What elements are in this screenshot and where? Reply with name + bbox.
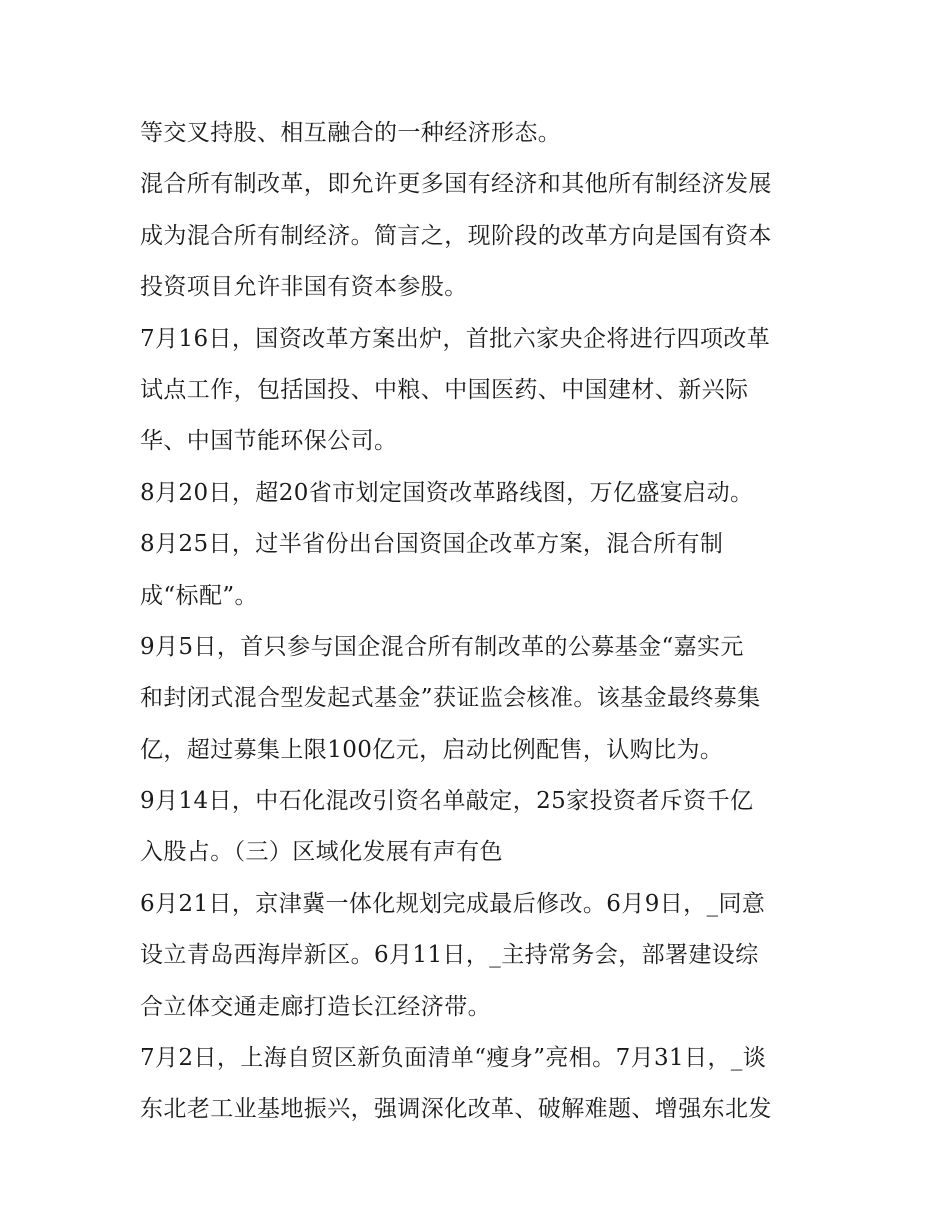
text-line: 混合所有制改革，即允许更多国有经济和其他所有制经济发展 — [140, 171, 772, 198]
text-line: 设立青岛西海岸新区。6月11日，_主持常务会，部署建设综 — [140, 942, 759, 969]
text-line: 6月21日，京津冀一体化规划完成最后修改。6月9日，_同意 — [140, 890, 766, 917]
text-line: 8月25日，过半省份出台国资国企改革方案，混合所有制 — [140, 531, 724, 558]
text-line: 7月16日，国资改革方案出炉，首批六家央企将进行四项改革 — [140, 325, 771, 352]
text-line: 7月2日，上海自贸区新负面清单“瘦身”亮相。7月31日，_谈 — [140, 1045, 767, 1072]
text-line: 8月20日，超20省市划定国资改革路线图，万亿盛宴启动。 — [140, 479, 754, 506]
text-line: 和封闭式混合型发起式基金”获证监会核准。该基金最终募集 — [140, 685, 761, 712]
text-line: 合立体交通走廊打造长江经济带。 — [140, 993, 491, 1020]
text-line: 入股占。（三）区域化发展有声有色 — [140, 839, 503, 866]
text-line: 亿，超过募集上限100亿元，启动比例配售，认购比为。 — [140, 736, 724, 763]
text-line: 9月5日，首只参与国企混合所有制改革的公募基金“嘉实元 — [140, 633, 744, 660]
text-line: 9月14日，中石化混改引资名单敲定，25家投资者斥资千亿 — [140, 788, 754, 815]
text-line: 投资项目允许非国有资本参股。 — [140, 274, 468, 301]
text-line: 成为混合所有制经济。简言之，现阶段的改革方向是国有资本 — [140, 222, 772, 249]
text-line: 成“标配”。 — [140, 582, 258, 609]
document-body — [140, 108, 820, 1136]
text-line: 华、中国节能环保公司。 — [140, 428, 398, 455]
text-line: 等交叉持股、相互融合的一种经济形态。 — [140, 120, 562, 146]
text-line: 试点工作，包括国投、中粮、中国医药、中国建材、新兴际 — [140, 376, 749, 403]
text-line: 东北老工业基地振兴，强调深化改革、破解难题、增强东北发 — [140, 1096, 772, 1123]
